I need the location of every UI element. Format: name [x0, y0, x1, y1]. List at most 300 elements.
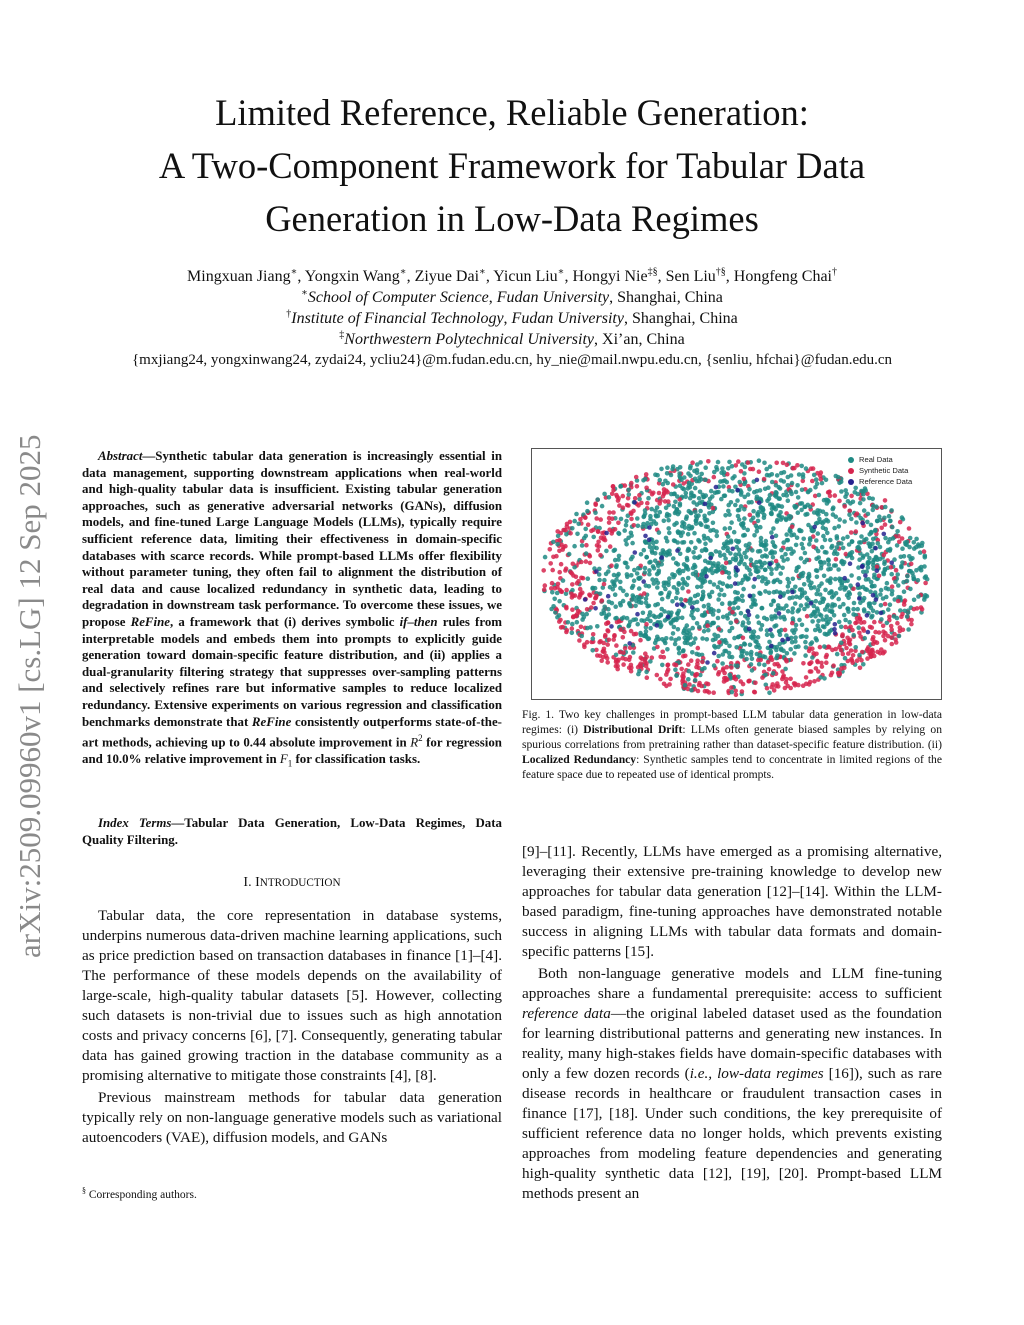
scatter-point	[676, 627, 681, 632]
scatter-point	[824, 550, 829, 555]
scatter-point	[633, 496, 638, 501]
scatter-point	[572, 519, 577, 524]
scatter-point	[774, 656, 779, 661]
scatter-point	[716, 561, 721, 566]
scatter-point	[839, 641, 844, 646]
scatter-point	[791, 616, 796, 621]
scatter-point	[822, 676, 827, 681]
scatter-point	[643, 566, 648, 571]
scatter-point	[587, 592, 592, 597]
scatter-point	[774, 623, 779, 628]
scatter-point	[659, 467, 664, 472]
scatter-point	[879, 603, 884, 608]
scatter-point	[552, 597, 557, 602]
scatter-point	[836, 671, 841, 676]
scatter-point	[871, 608, 876, 613]
scatter-point	[617, 503, 622, 508]
scatter-point	[738, 679, 743, 684]
scatter-point	[837, 620, 842, 625]
caption-term: Distributional Drift	[583, 723, 683, 737]
scatter-point	[671, 482, 676, 487]
scatter-point	[857, 576, 862, 581]
scatter-point	[784, 677, 789, 682]
caption-text: : Synthetic samples tend to concentrate in limited regions of the feature space due to repeated use of identical prompts.	[522, 753, 942, 782]
scatter-point	[559, 562, 564, 567]
scatter-point	[840, 634, 845, 639]
scatter-point	[618, 627, 623, 632]
scatter-point	[790, 595, 795, 600]
scatter-point	[772, 505, 777, 510]
scatter-point	[754, 560, 759, 565]
scatter-point	[643, 534, 648, 539]
scatter-point	[846, 651, 851, 656]
scatter-point	[804, 645, 809, 650]
scatter-point	[720, 570, 725, 575]
scatter-point	[674, 673, 679, 678]
figure-1-scatter	[531, 448, 942, 700]
scatter-point	[581, 576, 586, 581]
scatter-point	[570, 582, 575, 587]
scatter-point	[869, 530, 874, 535]
scatter-point	[857, 596, 862, 601]
scatter-point	[594, 594, 599, 599]
scatter-point	[824, 653, 829, 658]
author-block	[60, 266, 964, 371]
scatter-point	[715, 659, 720, 664]
scatter-point	[800, 591, 805, 596]
scatter-point	[715, 534, 720, 539]
scatter-point	[823, 588, 828, 593]
scatter-point	[879, 588, 884, 593]
scatter-point	[703, 612, 708, 617]
scatter-point	[873, 546, 878, 551]
scatter-point	[725, 665, 730, 670]
scatter-point	[619, 517, 624, 522]
scatter-point	[635, 516, 640, 521]
affiliation-2: †Institute of Financial Technology, Fudan University, Shanghai, China	[286, 308, 738, 327]
scatter-point	[663, 479, 668, 484]
scatter-point	[777, 611, 782, 616]
scatter-point	[618, 586, 623, 591]
scatter-point	[828, 538, 833, 543]
scatter-point	[636, 524, 641, 529]
scatter-point	[887, 514, 892, 519]
scatter-point	[683, 654, 688, 659]
scatter-point	[722, 470, 727, 475]
scatter-point	[621, 650, 626, 655]
scatter-point	[693, 636, 698, 641]
author-mark: †§	[715, 266, 726, 278]
scatter-point	[645, 521, 650, 526]
scatter-point	[658, 677, 663, 682]
scatter-point	[767, 591, 772, 596]
scatter-point	[778, 580, 783, 585]
scatter-point	[922, 549, 927, 554]
scatter-point	[624, 561, 629, 566]
scatter-point	[792, 532, 797, 537]
scatter-point	[890, 642, 895, 647]
scatter-point	[825, 531, 830, 536]
scatter-point	[811, 651, 816, 656]
scatter-point	[569, 592, 574, 597]
scatter-point	[877, 574, 882, 579]
scatter-point	[800, 488, 805, 493]
scatter-point	[706, 628, 711, 633]
scatter-point	[866, 565, 871, 570]
scatter-point	[605, 642, 610, 647]
scatter-point	[786, 498, 791, 503]
scatter-point	[861, 626, 866, 631]
scatter-point	[849, 573, 854, 578]
scatter-point	[722, 593, 727, 598]
scatter-point	[801, 475, 806, 480]
scatter-point	[570, 622, 575, 627]
scatter-point	[712, 470, 717, 475]
scatter-point	[666, 580, 671, 585]
caption-label: Fig. 1.	[522, 708, 555, 721]
scatter-point	[767, 496, 772, 501]
index-terms	[82, 815, 502, 848]
scatter-point	[895, 621, 900, 626]
affiliation-city: , Shanghai, China	[609, 289, 723, 306]
scatter-point	[686, 567, 691, 572]
scatter-point	[747, 487, 752, 492]
scatter-point	[873, 640, 878, 645]
scatter-point	[889, 572, 894, 577]
scatter-point	[890, 525, 895, 530]
scatter-point	[704, 493, 709, 498]
scatter-point	[745, 565, 750, 570]
author-sep: ,	[564, 268, 573, 285]
scatter-point	[669, 621, 674, 626]
scatter-point	[847, 620, 852, 625]
scatter-point	[585, 509, 590, 514]
scatter-point	[693, 510, 698, 515]
scatter-point	[681, 581, 686, 586]
scatter-point	[575, 532, 580, 537]
scatter-point	[861, 662, 866, 667]
scatter-point	[667, 576, 672, 581]
scatter-point	[648, 560, 653, 565]
scatter-point	[680, 616, 685, 621]
scatter-point	[748, 467, 753, 472]
scatter-point	[704, 574, 709, 579]
scatter-point	[742, 516, 747, 521]
scatter-point	[740, 689, 745, 694]
scatter-point	[863, 486, 868, 491]
scatter-point	[586, 576, 591, 581]
scatter-point	[795, 483, 800, 488]
scatter-point	[844, 646, 849, 651]
r2-exponent: 2	[418, 733, 423, 744]
scatter-point	[639, 501, 644, 506]
scatter-point	[816, 669, 821, 674]
scatter-point	[626, 536, 631, 541]
scatter-point	[734, 463, 739, 468]
scatter-point	[631, 584, 636, 589]
scatter-point	[627, 641, 632, 646]
scatter-point	[883, 536, 888, 541]
scatter-point	[835, 536, 840, 541]
author-list	[60, 266, 964, 287]
scatter-point	[826, 558, 831, 563]
scatter-point	[644, 486, 649, 491]
scatter-point	[681, 648, 686, 653]
scatter-point	[866, 630, 871, 635]
scatter-point	[848, 592, 853, 597]
scatter-point	[882, 532, 887, 537]
scatter-point	[686, 589, 691, 594]
scatter-point	[602, 492, 607, 497]
scatter-point	[862, 607, 867, 612]
scatter-point	[765, 686, 770, 691]
scatter-point	[819, 661, 824, 666]
scatter-point	[803, 551, 808, 556]
scatter-point	[811, 529, 816, 534]
scatter-point	[797, 618, 802, 623]
scatter-point	[629, 517, 634, 522]
scatter-point	[872, 620, 877, 625]
scatter-point	[724, 561, 729, 566]
scatter-point	[716, 460, 721, 465]
scatter-point	[709, 607, 714, 612]
abstract-text: , a framework that (i) derives symbolic	[169, 614, 400, 629]
scatter-point	[598, 517, 603, 522]
scatter-point	[801, 683, 806, 688]
scatter-point	[851, 633, 856, 638]
scatter-point	[770, 472, 775, 477]
scatter-point	[792, 466, 797, 471]
scatter-point	[796, 510, 801, 515]
scatter-point	[688, 597, 693, 602]
scatter-point	[790, 640, 795, 645]
scatter-point	[889, 508, 894, 513]
scatter-point	[617, 554, 622, 559]
scatter-point	[875, 557, 880, 562]
scatter-point	[671, 631, 676, 636]
scatter-point	[923, 555, 928, 560]
scatter-point	[896, 599, 901, 604]
scatter-point	[923, 581, 928, 586]
scatter-point	[644, 597, 649, 602]
scatter-point	[871, 635, 876, 640]
title-line-1: Limited Reference, Reliable Generation:	[215, 92, 809, 133]
scatter-point	[647, 572, 652, 577]
affiliation-city: , Shanghai, China	[623, 310, 738, 327]
scatter-point	[635, 484, 640, 489]
scatter-point	[727, 602, 732, 607]
scatter-point	[725, 480, 730, 485]
abstract-text: for classification tasks.	[292, 751, 421, 766]
scatter-point	[849, 530, 854, 535]
scatter-point	[755, 570, 760, 575]
scatter-point	[717, 592, 722, 597]
scatter-point	[827, 591, 832, 596]
scatter-point	[720, 661, 725, 666]
scatter-point	[730, 626, 735, 631]
scatter-point	[777, 664, 782, 669]
scatter-point	[850, 628, 855, 633]
scatter-point	[883, 522, 888, 527]
scatter-point	[799, 603, 804, 608]
scatter-point	[702, 514, 707, 519]
scatter-point	[716, 616, 721, 621]
scatter-point	[574, 512, 579, 517]
scatter-point	[812, 679, 817, 684]
scatter-point	[627, 623, 632, 628]
scatter-point	[703, 478, 708, 483]
scatter-point	[620, 656, 625, 661]
scatter-point	[723, 513, 728, 518]
scatter-point	[814, 638, 819, 643]
scatter-point	[708, 538, 713, 543]
scatter-point	[761, 508, 766, 513]
scatter-point	[680, 603, 685, 608]
scatter-point	[765, 633, 770, 638]
scatter-point	[671, 556, 676, 561]
scatter-point	[755, 478, 760, 483]
caption-term: Localized Redundancy	[522, 753, 637, 767]
scatter-point	[610, 516, 615, 521]
scatter-point	[678, 476, 683, 481]
scatter-point	[665, 512, 670, 517]
scatter-point	[699, 576, 704, 581]
scatter-point	[839, 489, 844, 494]
scatter-point	[551, 555, 556, 560]
scatter-point	[734, 539, 739, 544]
scatter-point	[557, 613, 562, 618]
scatter-point	[612, 634, 617, 639]
scatter-point	[870, 584, 875, 589]
scatter-point	[869, 523, 874, 528]
scatter-point	[621, 635, 626, 640]
scatter-point	[857, 653, 862, 658]
scatter-point	[786, 637, 791, 642]
scatter-point	[658, 478, 663, 483]
scatter-point	[827, 562, 832, 567]
scatter-point	[838, 579, 843, 584]
scatter-point	[851, 607, 856, 612]
scatter-point	[729, 621, 734, 626]
scatter-point	[648, 659, 653, 664]
scatter-point	[812, 525, 817, 530]
scatter-point	[631, 618, 636, 623]
scatter-point	[778, 595, 783, 600]
title-line-3: Generation in Low-Data Regimes	[265, 198, 759, 239]
scatter-point	[750, 668, 755, 673]
scatter-point	[635, 571, 640, 576]
scatter-point	[863, 573, 868, 578]
scatter-point	[682, 475, 687, 480]
scatter-point	[676, 529, 681, 534]
scatter-point	[718, 580, 723, 585]
scatter-point	[807, 661, 812, 666]
scatter-point	[713, 491, 718, 496]
scatter-point	[907, 569, 912, 574]
scatter-point	[853, 645, 858, 650]
scatter-point	[635, 612, 640, 617]
scatter-point	[798, 573, 803, 578]
scatter-point	[706, 459, 711, 464]
scatter-point	[663, 499, 668, 504]
scatter-point	[697, 625, 702, 630]
author-mark: †	[831, 266, 837, 278]
scatter-point	[590, 648, 595, 653]
scatter-point	[818, 645, 823, 650]
scatter-point	[885, 581, 890, 586]
scatter-point	[729, 685, 734, 690]
scatter-point	[606, 629, 611, 634]
scatter-point	[879, 526, 884, 531]
scatter-point	[888, 548, 893, 553]
scatter-point	[659, 552, 664, 557]
scatter-point	[739, 469, 744, 474]
scatter-point	[820, 545, 825, 550]
scatter-point	[763, 553, 768, 558]
scatter-point	[856, 625, 861, 630]
scatter-point	[850, 660, 855, 665]
scatter-point	[561, 528, 566, 533]
scatter-point	[591, 601, 596, 606]
scatter-point	[845, 535, 850, 540]
scatter-point	[855, 545, 860, 550]
scatter-point	[867, 496, 872, 501]
scatter-point	[708, 580, 713, 585]
intro-paragraph: [9]–[11]. Recently, LLMs have emerged as a promising alternative, leveraging their extensive pre-training knowledge to develop new approaches for tabular data generation [12]–[14]. Within the LLM-based paradigm, fine-tuning approaches have demonstrated notable success in aligning LLMs with tabular data formats and domain-specific patterns [15].	[522, 843, 942, 960]
scatter-point	[600, 598, 605, 603]
scatter-point	[842, 519, 847, 524]
scatter-point	[729, 538, 734, 543]
scatter-point	[593, 510, 598, 515]
scatter-point	[595, 543, 600, 548]
legend-marker-reference	[848, 479, 854, 485]
scatter-point	[580, 543, 585, 548]
scatter-point	[850, 540, 855, 545]
scatter-point	[860, 521, 865, 526]
scatter-point	[631, 595, 636, 600]
scatter-point	[657, 614, 662, 619]
scatter-point	[689, 688, 694, 693]
index-terms-text: —Tabular Data Generation, Low-Data Regimes, Data Quality Filtering.	[82, 816, 502, 847]
scatter-point	[664, 536, 669, 541]
scatter-point	[548, 561, 553, 566]
scatter-point	[798, 595, 803, 600]
scatter-point	[656, 570, 661, 575]
scatter-point	[694, 573, 699, 578]
scatter-point	[871, 593, 876, 598]
scatter-point	[691, 566, 696, 571]
scatter-point	[588, 561, 593, 566]
scatter-point	[624, 519, 629, 524]
legend-item-reference	[848, 477, 912, 486]
scatter-point	[760, 606, 765, 611]
scatter-point	[645, 675, 650, 680]
scatter-point	[655, 585, 660, 590]
scatter-point	[605, 660, 610, 665]
scatter-point	[696, 538, 701, 543]
scatter-point	[736, 635, 741, 640]
scatter-point	[897, 540, 902, 545]
scatter-point	[855, 616, 860, 621]
footnote-mark: §	[82, 1186, 86, 1195]
scatter-point	[814, 477, 819, 482]
scatter-point	[789, 492, 794, 497]
legend-label: Real Data	[859, 455, 893, 464]
scatter-point	[672, 491, 677, 496]
scatter-point	[820, 521, 825, 526]
scatter-point	[638, 638, 643, 643]
scatter-point	[570, 607, 575, 612]
